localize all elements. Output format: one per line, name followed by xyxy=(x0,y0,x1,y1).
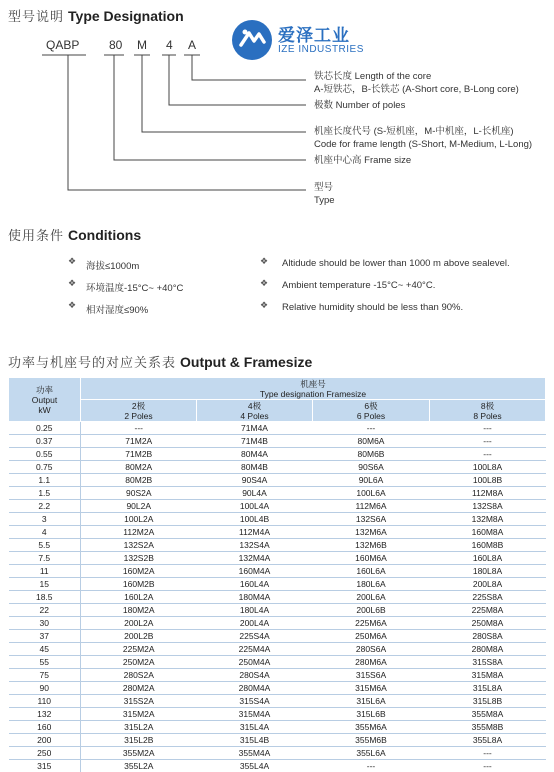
framesize-cell: 100L4B xyxy=(197,513,313,526)
framesize-cell: 315L4A xyxy=(197,721,313,734)
bullet-diamond-icon: ❖ xyxy=(260,279,269,289)
poles-header-4-cn: 4极 xyxy=(247,400,262,411)
output-kw-cell: 0.55 xyxy=(9,448,81,461)
framesize-cell: 315M6A xyxy=(313,682,430,695)
framesize-cell: 180M2A xyxy=(81,604,197,617)
table-row xyxy=(9,760,546,772)
output-framesize-table xyxy=(8,377,546,772)
framesize-cell: 71M2B xyxy=(81,448,197,461)
poles-header-6 xyxy=(313,400,430,422)
framesize-cell: 160M8B xyxy=(430,539,546,552)
table-row xyxy=(9,604,546,617)
table-row xyxy=(9,695,546,708)
table-row xyxy=(9,669,546,682)
framesize-cell: 315L6B xyxy=(313,708,430,721)
framesize-group-header-en: Type designation Framesize xyxy=(259,388,367,399)
framesize-cell: 132S2B xyxy=(81,552,197,565)
framesize-cell: 315S6A xyxy=(313,669,430,682)
framesize-cell: 100L2A xyxy=(81,513,197,526)
poles-header-6-en: 6 Poles xyxy=(356,410,386,421)
output-kw-cell: 15 xyxy=(9,578,81,591)
framesize-cell: 100L8B xyxy=(430,474,546,487)
output-kw-cell: 2.2 xyxy=(9,500,81,513)
output-kw-cell: 30 xyxy=(9,617,81,630)
framesize-cell: 200L2A xyxy=(81,617,197,630)
framesize-cell: 280M6A xyxy=(313,656,430,669)
framesize-cell: 180M4A xyxy=(197,591,313,604)
framesize-cell: 180L8A xyxy=(430,565,546,578)
framesize-cell: 355L8A xyxy=(430,734,546,747)
table-row xyxy=(9,617,546,630)
output-table-title xyxy=(8,352,312,371)
framesize-cell: 315L2B xyxy=(81,734,197,747)
framesize-cell: 280M4A xyxy=(197,682,313,695)
framesize-cell: 112M4A xyxy=(197,526,313,539)
annotation-type xyxy=(314,181,335,207)
framesize-cell: 160L6A xyxy=(313,565,430,578)
framesize-cell: 80M6B xyxy=(313,448,430,461)
output-kw-cell: 0.75 xyxy=(9,461,81,474)
framesize-cell: 280S2A xyxy=(81,669,197,682)
table-row xyxy=(9,500,546,513)
table-row xyxy=(9,461,546,474)
poles-header-8 xyxy=(430,400,546,422)
framesize-cell: 315S4A xyxy=(197,695,313,708)
framesize-cell: 160M4A xyxy=(197,565,313,578)
framesize-cell: 180L4A xyxy=(197,604,313,617)
annotation-frame-size xyxy=(314,154,411,167)
table-row xyxy=(9,526,546,539)
condition-altitude-cn: 海拔≤1000m xyxy=(86,261,140,272)
output-kw-cell: 200 xyxy=(9,734,81,747)
poles-header-2-en: 2 Poles xyxy=(124,410,153,421)
framesize-cell: 280S4A xyxy=(197,669,313,682)
condition-humidity-en: Relative humidity should be less than 90%. xyxy=(282,302,464,313)
code-part-frame-size: 80 xyxy=(109,38,123,52)
framesize-cell: 225M2A xyxy=(81,643,197,656)
table-row xyxy=(9,487,546,500)
framesize-cell: --- xyxy=(430,760,546,772)
framesize-cell: 132M8A xyxy=(430,513,546,526)
poles-header-8-cn: 8极 xyxy=(480,400,495,411)
framesize-cell: 355M4A xyxy=(197,747,313,760)
framesize-cell: 100L8A xyxy=(430,461,546,474)
framesize-cell: 355L6A xyxy=(313,747,430,760)
output-column-header xyxy=(9,378,81,422)
framesize-cell: 90L6A xyxy=(313,474,430,487)
logo-text-cn: 爱泽工业 xyxy=(278,26,350,46)
output-kw-cell: 0.37 xyxy=(9,435,81,448)
framesize-cell: 200L4A xyxy=(197,617,313,630)
framesize-group-header xyxy=(81,378,546,400)
framesize-cell: --- xyxy=(430,448,546,461)
framesize-cell: 160L2A xyxy=(81,591,197,604)
type-designation-title-cn: 型号说明 xyxy=(8,10,65,25)
framesize-cell: 355M2A xyxy=(81,747,197,760)
framesize-cell: 90S2A xyxy=(81,487,197,500)
table-row xyxy=(9,448,546,461)
table-row xyxy=(9,591,546,604)
output-kw-cell: 160 xyxy=(9,721,81,734)
framesize-cell: --- xyxy=(313,422,430,435)
output-kw-cell: 18.5 xyxy=(9,591,81,604)
table-row xyxy=(9,747,546,760)
annotation-frame-length-line2: Code for frame length (S-Short, M-Medium, L-Long) xyxy=(314,139,533,150)
output-kw-cell: 5.5 xyxy=(9,539,81,552)
output-kw-cell: 37 xyxy=(9,630,81,643)
annotation-core-length-line2: A-短铁芯，B-长铁芯 (A-Short core, B-Long core) xyxy=(314,84,519,95)
framesize-cell: 315M4A xyxy=(197,708,313,721)
condition-altitude-en: Altidude should be lower than 1000 m above sealevel. xyxy=(282,258,510,269)
framesize-cell: 280M8A xyxy=(430,643,546,656)
framesize-cell: 132S8A xyxy=(430,500,546,513)
conditions-title-cn: 使用条件 xyxy=(8,229,65,244)
table-row xyxy=(9,643,546,656)
output-table-title-cn: 功率与机座号的对应关系表 xyxy=(8,356,177,371)
logo-text-en: IZE INDUSTRIES xyxy=(278,44,364,55)
framesize-cell: 355L2A xyxy=(81,760,197,772)
framesize-cell: --- xyxy=(430,747,546,760)
table-row xyxy=(9,422,546,435)
table-row xyxy=(9,474,546,487)
framesize-cell: 315S8A xyxy=(430,656,546,669)
framesize-cell: 250M6A xyxy=(313,630,430,643)
framesize-cell: 225S4A xyxy=(197,630,313,643)
framesize-cell: 225M6A xyxy=(313,617,430,630)
annotation-poles xyxy=(314,99,405,112)
condition-humidity-cn: 相对湿度≤90% xyxy=(86,305,149,316)
framesize-cell: 225M4A xyxy=(197,643,313,656)
framesize-cell: 71M4B xyxy=(197,435,313,448)
table-row xyxy=(9,656,546,669)
framesize-cell: 90L4A xyxy=(197,487,313,500)
annotation-poles-line1: 极数 Number of poles xyxy=(314,100,406,111)
framesize-cell: --- xyxy=(81,422,197,435)
table-row xyxy=(9,539,546,552)
annotation-type-line1: 型号 xyxy=(314,182,334,193)
table-row xyxy=(9,578,546,591)
framesize-cell: 315L8B xyxy=(430,695,546,708)
poles-header-6-cn: 6极 xyxy=(364,400,378,411)
framesize-cell: 160M8A xyxy=(430,526,546,539)
framesize-cell: --- xyxy=(313,760,430,772)
output-kw-cell: 22 xyxy=(9,604,81,617)
framesize-cell: 100L4A xyxy=(197,500,313,513)
code-part-frame-length: M xyxy=(137,38,147,52)
output-kw-cell: 3 xyxy=(9,513,81,526)
output-kw-cell: 110 xyxy=(9,695,81,708)
annotation-core-length xyxy=(314,70,519,96)
framesize-cell: 280S8A xyxy=(430,630,546,643)
framesize-cell: 315S2A xyxy=(81,695,197,708)
framesize-cell: 132M6A xyxy=(313,526,430,539)
output-header-cn: 功率 xyxy=(35,384,53,395)
framesize-cell: 250M4A xyxy=(197,656,313,669)
annotation-frame-size-line1: 机座中心高 Frame size xyxy=(314,155,412,166)
framesize-cell: 71M2A xyxy=(81,435,197,448)
framesize-cell: 160L4A xyxy=(197,578,313,591)
framesize-cell: 80M4A xyxy=(197,448,313,461)
annotation-frame-length-line1: 机座长度代号 (S-短机座，M-中机座，L-长机座) xyxy=(314,126,514,137)
conditions-title xyxy=(8,225,141,244)
framesize-cell: --- xyxy=(430,435,546,448)
framesize-cell: 90S4A xyxy=(197,474,313,487)
framesize-cell: 132S2A xyxy=(81,539,197,552)
output-header-unit: kW xyxy=(38,404,51,415)
output-kw-cell: 11 xyxy=(9,565,81,578)
framesize-cell: 80M6A xyxy=(313,435,430,448)
table-row xyxy=(9,565,546,578)
framesize-cell: 132S6A xyxy=(313,513,430,526)
output-header-en: Output xyxy=(31,394,58,405)
poles-header-4-en: 4 Poles xyxy=(240,410,269,421)
output-kw-cell: 4 xyxy=(9,526,81,539)
framesize-cell: 315L4B xyxy=(197,734,313,747)
bullet-diamond-icon: ❖ xyxy=(260,257,269,267)
output-table-title-en: Output & Framesize xyxy=(180,354,313,370)
output-kw-cell: 132 xyxy=(9,708,81,721)
framesize-cell: 160M2A xyxy=(81,565,197,578)
table-row xyxy=(9,513,546,526)
framesize-cell: 112M6A xyxy=(313,500,430,513)
output-kw-cell: 7.5 xyxy=(9,552,81,565)
framesize-cell: 90S6A xyxy=(313,461,430,474)
framesize-cell: 160M6A xyxy=(313,552,430,565)
framesize-cell: 80M2A xyxy=(81,461,197,474)
framesize-cell: --- xyxy=(430,422,546,435)
framesize-cell: 180L6A xyxy=(313,578,430,591)
framesize-cell: 112M2A xyxy=(81,526,197,539)
table-row xyxy=(9,435,546,448)
output-kw-cell: 90 xyxy=(9,682,81,695)
table-row xyxy=(9,708,546,721)
framesize-cell: 80M4B xyxy=(197,461,313,474)
output-kw-cell: 315 xyxy=(9,760,81,772)
framesize-cell: 280S6A xyxy=(313,643,430,656)
output-kw-cell: 45 xyxy=(9,643,81,656)
output-kw-cell: 1.5 xyxy=(9,487,81,500)
table-row xyxy=(9,734,546,747)
conditions-title-en: Conditions xyxy=(68,227,142,243)
annotation-core-length-line1: 铁芯长度 Length of the core xyxy=(314,71,432,82)
annotation-type-line2: Type xyxy=(314,195,335,206)
output-kw-cell: 1.1 xyxy=(9,474,81,487)
table-row xyxy=(9,552,546,565)
bullet-diamond-icon: ❖ xyxy=(68,279,77,289)
poles-header-4 xyxy=(197,400,313,422)
code-part-core-length: A xyxy=(188,38,197,52)
framesize-cell: 225S8A xyxy=(430,591,546,604)
framesize-cell: 160M2B xyxy=(81,578,197,591)
type-designation-diagram xyxy=(0,0,554,220)
framesize-cell: 71M4A xyxy=(197,422,313,435)
bullet-diamond-icon: ❖ xyxy=(68,301,77,311)
framesize-cell: 200L6B xyxy=(313,604,430,617)
annotation-frame-length xyxy=(314,125,532,151)
framesize-cell: 200L8A xyxy=(430,578,546,591)
output-kw-cell: 75 xyxy=(9,669,81,682)
framesize-group-header-cn: 机座号 xyxy=(300,378,326,389)
framesize-cell: 315M2A xyxy=(81,708,197,721)
framesize-cell: 250M8A xyxy=(430,617,546,630)
condition-temperature-en: Ambient temperature -15°C~ +40°C. xyxy=(282,280,436,291)
output-kw-cell: 0.25 xyxy=(9,422,81,435)
framesize-cell: 355M6B xyxy=(313,734,430,747)
framesize-cell: 355M8B xyxy=(430,721,546,734)
output-kw-cell: 55 xyxy=(9,656,81,669)
type-designation-title-en: Type Designation xyxy=(68,8,184,24)
framesize-cell: 132M4A xyxy=(197,552,313,565)
condition-temperature-cn: 环境温度-15°C~ +40°C xyxy=(86,283,184,294)
framesize-cell: 315L8A xyxy=(430,682,546,695)
code-part-type: QABP xyxy=(46,38,80,52)
framesize-cell: 355M6A xyxy=(313,721,430,734)
table-row xyxy=(9,721,546,734)
framesize-cell: 90L2A xyxy=(81,500,197,513)
framesize-cell: 80M2B xyxy=(81,474,197,487)
output-table-body xyxy=(9,422,546,772)
framesize-cell: 200L2B xyxy=(81,630,197,643)
framesize-cell: 160L8A xyxy=(430,552,546,565)
framesize-cell: 315L2A xyxy=(81,721,197,734)
framesize-cell: 132S4A xyxy=(197,539,313,552)
framesize-cell: 315L6A xyxy=(313,695,430,708)
framesize-cell: 355L4A xyxy=(197,760,313,772)
output-kw-cell: 250 xyxy=(9,747,81,760)
framesize-cell: 132M6B xyxy=(313,539,430,552)
poles-header-8-en: 8 Poles xyxy=(473,410,502,421)
framesize-cell: 250M2A xyxy=(81,656,197,669)
framesize-cell: 280M2A xyxy=(81,682,197,695)
framesize-cell: 112M8A xyxy=(430,487,546,500)
framesize-cell: 100L6A xyxy=(313,487,430,500)
table-row xyxy=(9,682,546,695)
poles-header-2-cn: 2极 xyxy=(131,400,146,411)
framesize-cell: 355M8A xyxy=(430,708,546,721)
table-row xyxy=(9,630,546,643)
bullet-diamond-icon: ❖ xyxy=(68,257,77,267)
framesize-cell: 200L6A xyxy=(313,591,430,604)
poles-header-2 xyxy=(81,400,197,422)
framesize-cell: 225M8A xyxy=(430,604,546,617)
code-part-poles: 4 xyxy=(166,38,173,52)
framesize-cell: 315M8A xyxy=(430,669,546,682)
bullet-diamond-icon: ❖ xyxy=(260,301,269,311)
